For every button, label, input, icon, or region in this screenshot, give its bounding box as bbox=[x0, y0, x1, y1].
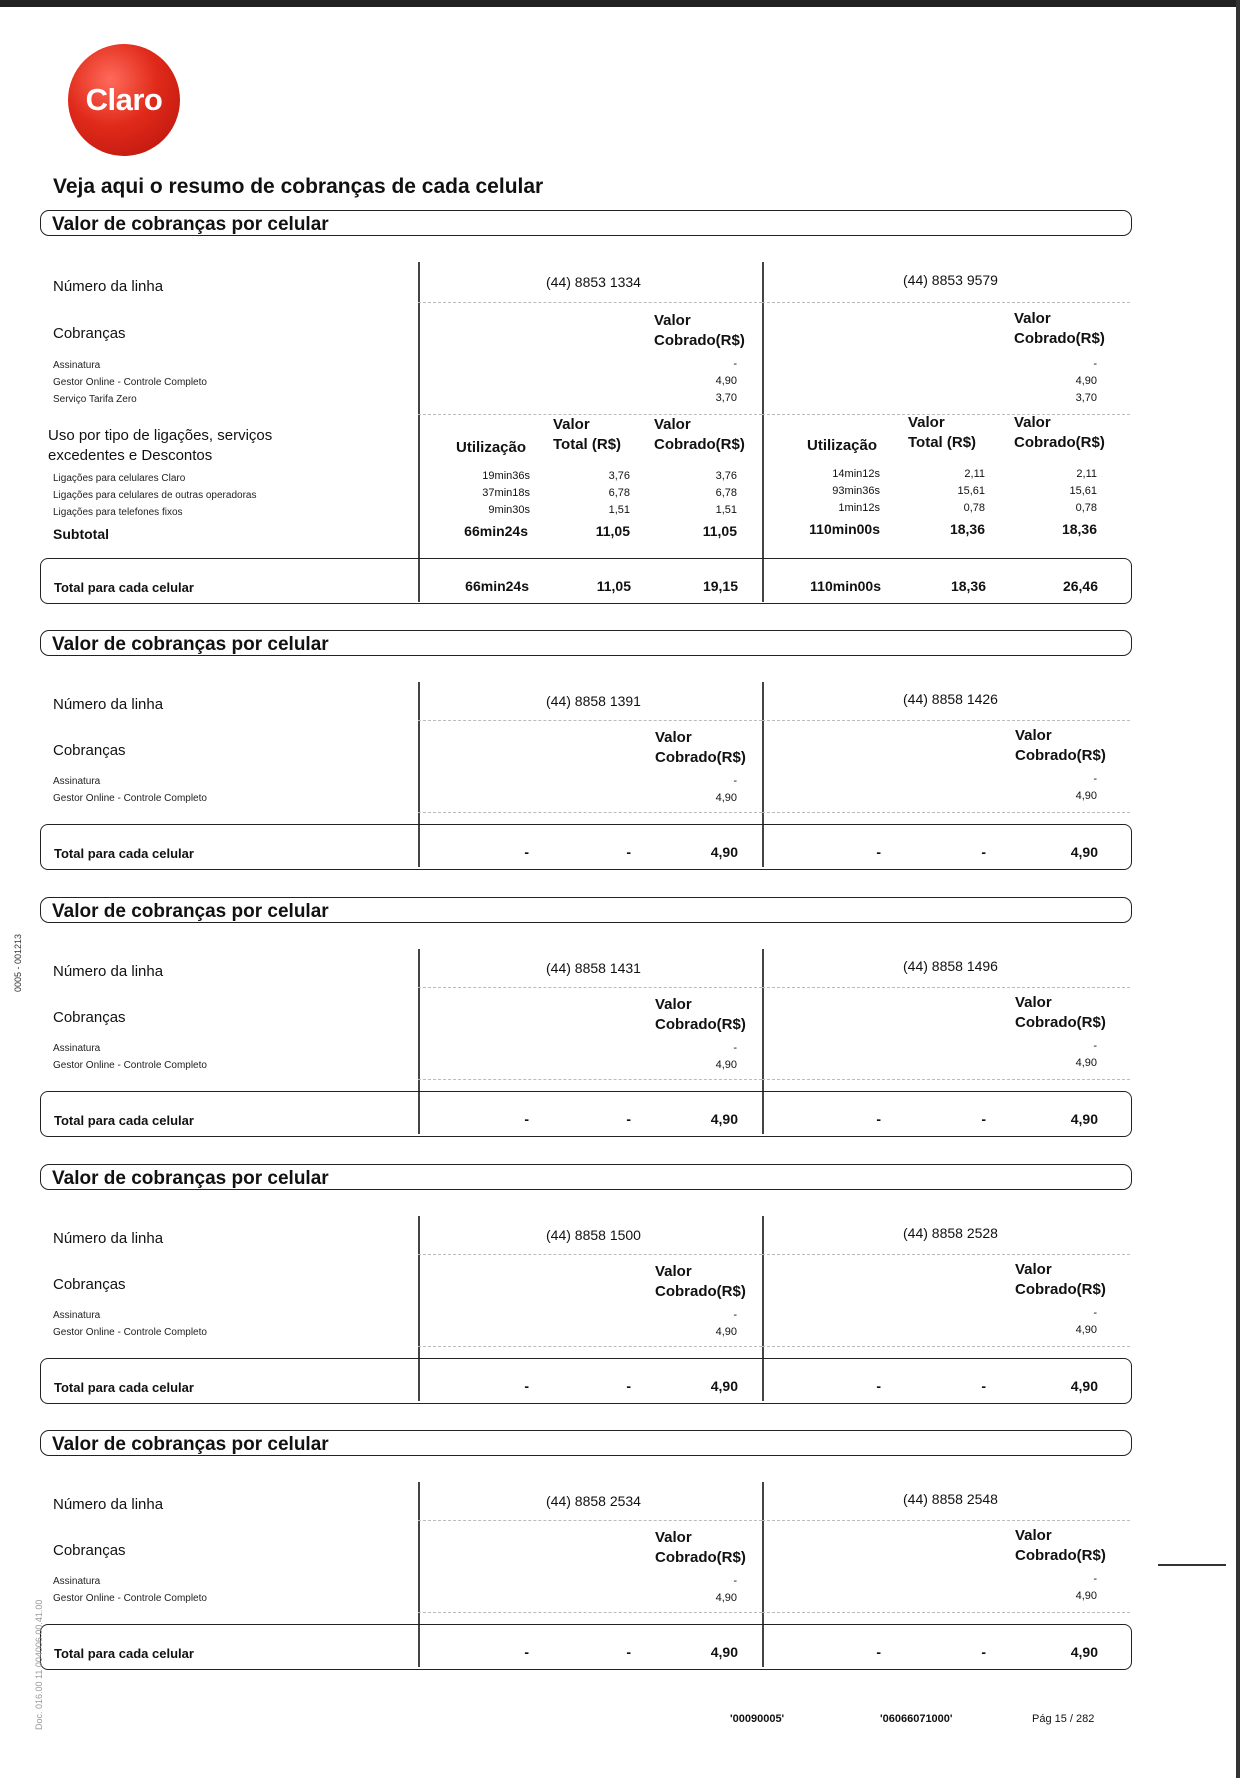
total-left-total: - bbox=[626, 1111, 631, 1127]
valor-cobrado-header: Valor Cobrado(R$) bbox=[1015, 1261, 1106, 1298]
total-left-charged: 19,15 bbox=[702, 578, 738, 594]
valor-total-header: Valor Total (R$) bbox=[908, 414, 977, 451]
valor-cobrado-header: Valor Cobrado(R$) bbox=[655, 1263, 746, 1300]
valor-cobrado-header: Valor Cobrado(R$) bbox=[1014, 414, 1105, 451]
line-number-right: (44) 8858 1426 bbox=[903, 691, 998, 707]
lig-claro-label: Ligações para celulares Claro bbox=[53, 473, 186, 484]
charges-left: - 4,90 bbox=[715, 1042, 737, 1071]
usage-left-total: 3,76 6,78 1,51 bbox=[608, 470, 630, 516]
footer-code-2: '06066071000' bbox=[880, 1713, 953, 1725]
charges-right: - 4,90 bbox=[1075, 1307, 1097, 1336]
total-row bbox=[40, 1091, 1132, 1137]
valor-cobrado-header: Valor Cobrado(R$) bbox=[654, 416, 745, 453]
billing-section-1 bbox=[40, 210, 1132, 612]
subtotal-right-charged: 18,36 bbox=[1061, 521, 1097, 537]
total-right-time: - bbox=[876, 844, 881, 860]
valor-cobrado-header: Valor Cobrado(R$) bbox=[654, 312, 745, 349]
usage-right-total: 2,11 15,61 0,78 bbox=[957, 468, 985, 514]
footer-code-1: '00090005' bbox=[730, 1713, 785, 1725]
gestor-label: Gestor Online - Controle Completo bbox=[53, 793, 207, 804]
assinatura-label: Assinatura bbox=[53, 1576, 101, 1587]
assinatura-label: Assinatura bbox=[53, 1043, 101, 1054]
total-left-time: - bbox=[524, 1378, 529, 1394]
total-label: Total para cada celular bbox=[54, 1380, 194, 1395]
gestor-label: Gestor Online - Controle Completo bbox=[53, 377, 207, 388]
utilizacao-header: Utilização bbox=[456, 439, 527, 456]
charges-left: - 4,90 3,70 bbox=[715, 358, 737, 404]
line-number-label: Número da linha bbox=[53, 1230, 164, 1247]
total-right-charged: 4,90 bbox=[1070, 1644, 1098, 1660]
usage-right-time: 14min12s 93min36s 1min12s bbox=[832, 468, 880, 514]
total-left-time: - bbox=[524, 1644, 529, 1660]
charges-label: Cobranças bbox=[53, 1542, 126, 1559]
total-right-total: 18,36 bbox=[950, 578, 986, 594]
valor-cobrado-header: Valor Cobrado(R$) bbox=[655, 996, 746, 1033]
total-label: Total para cada celular bbox=[54, 1646, 194, 1661]
valor-total-header: Valor Total (R$) bbox=[553, 416, 622, 453]
charges-label: Cobranças bbox=[53, 742, 126, 759]
line-number-left: (44) 8858 1391 bbox=[546, 693, 641, 709]
total-label: Total para cada celular bbox=[54, 580, 194, 595]
line-number-right: (44) 8858 2548 bbox=[903, 1491, 998, 1507]
charges-label: Cobranças bbox=[53, 1009, 126, 1026]
column-divider bbox=[762, 262, 764, 602]
line-number-left: (44) 8858 2534 bbox=[546, 1493, 641, 1509]
total-right-charged: 4,90 bbox=[1070, 844, 1098, 860]
charges-left: - 4,90 bbox=[715, 1575, 737, 1604]
total-label: Total para cada celular bbox=[54, 1113, 194, 1128]
valor-cobrado-header: Valor Cobrado(R$) bbox=[1014, 310, 1105, 347]
total-left-charged: 4,90 bbox=[710, 1111, 738, 1127]
line-number-left: (44) 8858 1500 bbox=[546, 1227, 641, 1243]
page-heading: Veja aqui o resumo de cobranças de cada celular bbox=[53, 175, 544, 198]
valor-cobrado-header: Valor Cobrado(R$) bbox=[1015, 727, 1106, 764]
total-right-total: - bbox=[981, 1378, 986, 1394]
charges-left: - 4,90 bbox=[715, 775, 737, 804]
subtotal-right-total: 18,36 bbox=[949, 521, 985, 537]
charges-label: Cobranças bbox=[53, 1276, 126, 1293]
total-left-time: - bbox=[524, 1111, 529, 1127]
total-right-time: - bbox=[876, 1111, 881, 1127]
line-number-left: (44) 8853 1334 bbox=[546, 274, 641, 290]
total-left-total: - bbox=[626, 844, 631, 860]
total-right-charged: 26,46 bbox=[1062, 578, 1098, 594]
utilizacao-header: Utilização bbox=[807, 437, 878, 454]
assinatura-label: Assinatura bbox=[53, 1310, 101, 1321]
line-number-left: (44) 8858 1431 bbox=[546, 960, 641, 976]
servico-label: Serviço Tarifa Zero bbox=[53, 394, 137, 405]
total-left-charged: 4,90 bbox=[710, 844, 738, 860]
charges-left: - 4,90 bbox=[715, 1309, 737, 1338]
total-left-total: - bbox=[626, 1644, 631, 1660]
total-right-total: - bbox=[981, 844, 986, 860]
charges-right: - 4,90 bbox=[1075, 1573, 1097, 1602]
subtotal-right-time: 110min00s bbox=[809, 521, 880, 537]
usage-label: Uso por tipo de ligações, serviços bbox=[48, 427, 273, 444]
total-right-total: - bbox=[981, 1644, 986, 1660]
total-left-charged: 4,90 bbox=[710, 1378, 738, 1394]
total-right-charged: 4,90 bbox=[1070, 1378, 1098, 1394]
assinatura-label: Assinatura bbox=[53, 360, 101, 371]
line-number-label: Número da linha bbox=[53, 696, 164, 713]
total-right-time: 110min00s bbox=[810, 578, 881, 594]
billing-section-3 bbox=[40, 897, 1132, 1147]
total-right-charged: 4,90 bbox=[1070, 1111, 1098, 1127]
subtotal-left-total: 11,05 bbox=[595, 523, 630, 539]
gestor-label: Gestor Online - Controle Completo bbox=[53, 1327, 207, 1338]
usage-left-time: 19min36s 37min18s 9min30s bbox=[482, 470, 530, 516]
total-label: Total para cada celular bbox=[54, 846, 194, 861]
assinatura-label: Assinatura bbox=[53, 776, 101, 787]
lig-outras-label: Ligações para celulares de outras operadoras bbox=[53, 490, 257, 501]
total-left-total: 11,05 bbox=[596, 578, 631, 594]
charges-right: - 4,90 3,70 bbox=[1075, 358, 1097, 404]
subtotal-label: Subtotal bbox=[53, 526, 109, 542]
gestor-label: Gestor Online - Controle Completo bbox=[53, 1593, 207, 1604]
total-row bbox=[40, 1624, 1132, 1670]
total-right-total: - bbox=[981, 1111, 986, 1127]
billing-section-4 bbox=[40, 1164, 1132, 1414]
total-row bbox=[40, 824, 1132, 870]
line-number-label: Número da linha bbox=[53, 963, 164, 980]
line-number-right: (44) 8858 2528 bbox=[903, 1225, 998, 1241]
section-title-box: Valor de cobranças por celular bbox=[40, 1430, 1132, 1456]
total-left-time: 66min24s bbox=[465, 578, 529, 594]
line-number-right: (44) 8858 1496 bbox=[903, 958, 998, 974]
section-title-box: Valor de cobranças por celular bbox=[40, 210, 1132, 236]
billing-section-2 bbox=[40, 630, 1132, 880]
usage-left-charged: 3,76 6,78 1,51 bbox=[715, 470, 737, 516]
subtotal-left-time: 66min24s bbox=[464, 523, 528, 539]
charges-label: Cobranças bbox=[53, 325, 126, 342]
total-left-total: - bbox=[626, 1378, 631, 1394]
subtotal-left-charged: 11,05 bbox=[702, 523, 737, 539]
claro-logo: Claro bbox=[68, 44, 180, 156]
line-number-label: Número da linha bbox=[53, 1496, 164, 1513]
section-title-box: Valor de cobranças por celular bbox=[40, 1164, 1132, 1190]
page-number: Pág 15 / 282 bbox=[1032, 1713, 1095, 1725]
charges-right: - 4,90 bbox=[1075, 1040, 1097, 1069]
total-row bbox=[40, 558, 1132, 604]
valor-cobrado-header: Valor Cobrado(R$) bbox=[1015, 994, 1106, 1031]
top-border bbox=[0, 0, 1240, 7]
total-left-charged: 4,90 bbox=[710, 1644, 738, 1660]
usage-right-charged: 2,11 15,61 0,78 bbox=[1069, 468, 1097, 514]
line-number-label: Número da linha bbox=[53, 278, 164, 295]
line-number-right: (44) 8853 9579 bbox=[903, 272, 998, 288]
charges-right: - 4,90 bbox=[1075, 773, 1097, 802]
valor-cobrado-header: Valor Cobrado(R$) bbox=[1015, 1527, 1106, 1564]
column-divider bbox=[418, 262, 420, 602]
margin-mark bbox=[1158, 1564, 1226, 1566]
valor-cobrado-header: Valor Cobrado(R$) bbox=[655, 1529, 746, 1566]
total-row bbox=[40, 1358, 1132, 1404]
total-left-time: - bbox=[524, 844, 529, 860]
lig-fixos-label: Ligações para telefones fixos bbox=[53, 507, 183, 518]
total-right-time: - bbox=[876, 1644, 881, 1660]
right-border bbox=[1236, 0, 1240, 1778]
side-code: 0005 - 001213 bbox=[13, 933, 23, 992]
gestor-label: Gestor Online - Controle Completo bbox=[53, 1060, 207, 1071]
usage-label-2: excedentes e Descontos bbox=[48, 447, 213, 464]
valor-cobrado-header: Valor Cobrado(R$) bbox=[655, 729, 746, 766]
billing-section-5 bbox=[40, 1430, 1132, 1680]
total-right-time: - bbox=[876, 1378, 881, 1394]
section-title-box: Valor de cobranças por celular bbox=[40, 630, 1132, 656]
section-title-box: Valor de cobranças por celular bbox=[40, 897, 1132, 923]
side-code-bottom: Doc. 016.00 11 004006.00.41.00 bbox=[34, 1599, 44, 1730]
